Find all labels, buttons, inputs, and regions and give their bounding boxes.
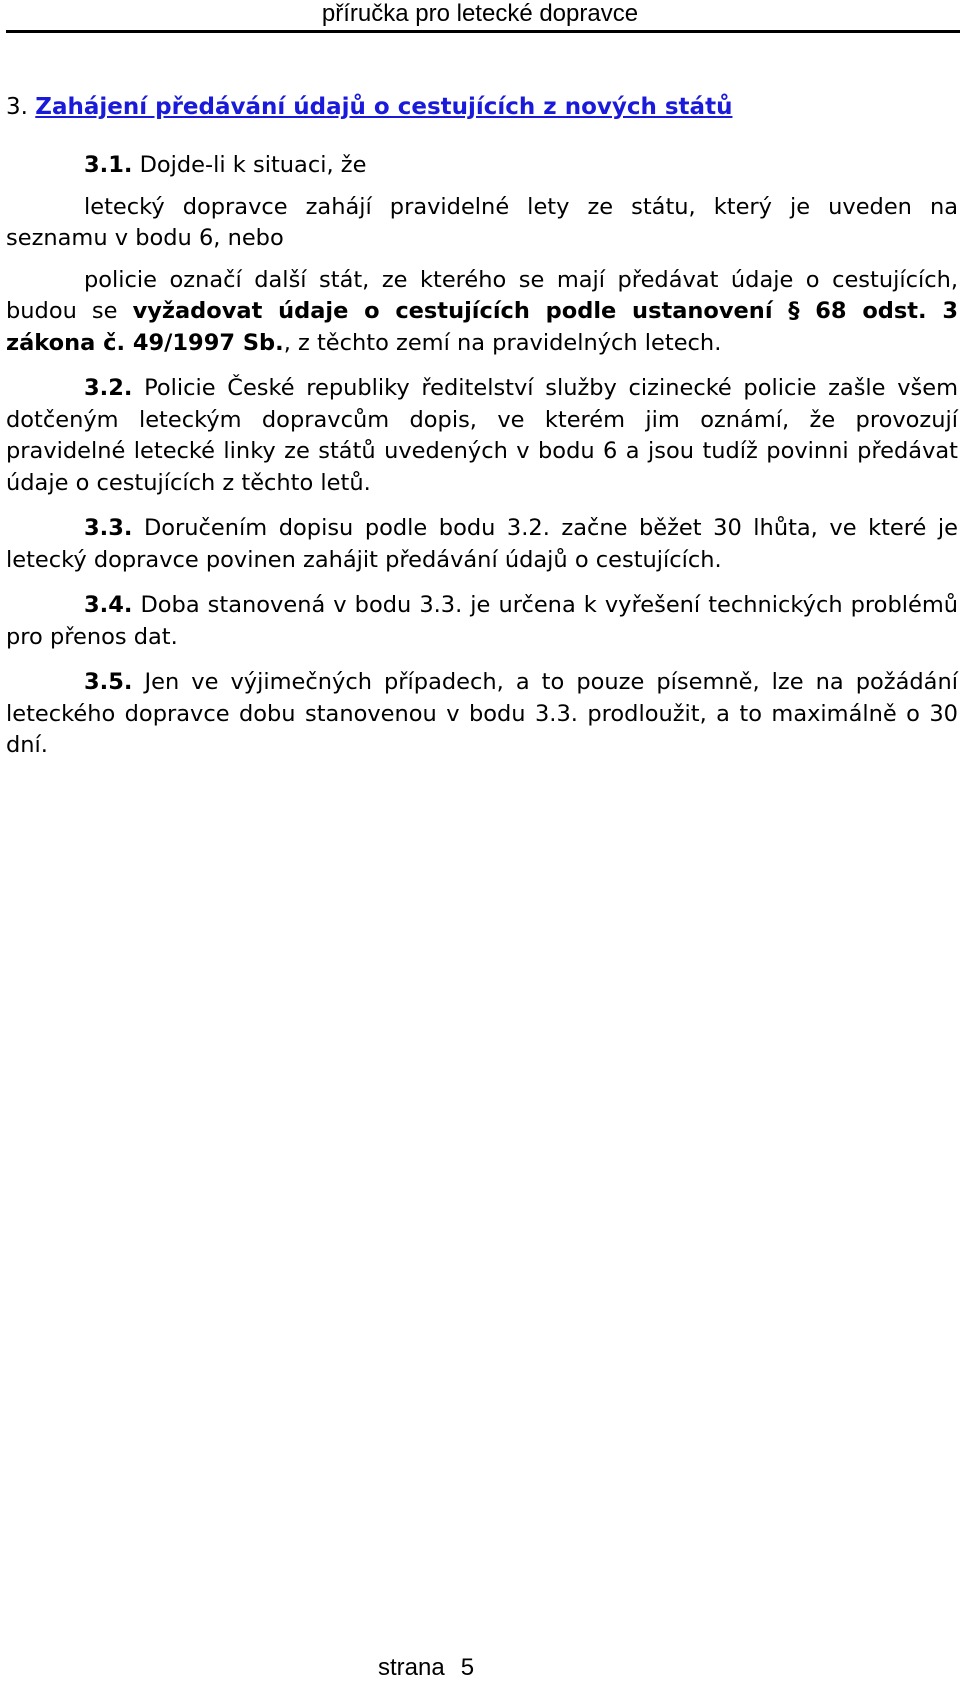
paragraph-3-5 xyxy=(6,667,958,762)
paragraph-text: Dojde-li k situaci, že xyxy=(139,152,367,178)
section-number: 3. xyxy=(6,94,28,120)
document-body xyxy=(6,150,958,762)
page-number: 5 xyxy=(460,1654,475,1681)
paragraph-number: 3.5. xyxy=(84,669,133,695)
header-title: příručka pro letecké dopravce xyxy=(321,0,639,27)
paragraph-text: Jen ve výjimečných případech, a to pouze písemně, lze na požádání leteckého dopravce dobu stanovenou v bodu 3.3. prodloužit, a to maximálně o 30 dní. xyxy=(6,669,958,758)
paragraph-3-1-intro xyxy=(6,150,958,182)
paragraph-text: letecký dopravce zahájí pravidelné lety ze státu, který je uveden na seznamu v bodu 6, nebo xyxy=(6,193,958,251)
paragraph-bold-text: vyžadovat údaje o cestujících podle ustanovení § 68 odst. 3 zákona č. 49/1997 Sb. xyxy=(6,298,958,356)
page-label: strana xyxy=(378,1654,445,1681)
paragraph-3-4 xyxy=(6,590,958,653)
paragraph-number: 3.4. xyxy=(84,592,133,618)
paragraph-text: Policie České republiky ředitelství služby cizinecké policie zašle všem dotčeným leteckým dopravcům dopis, ve kterém jim oznámí, že provozují pravidelné letecké linky ze států uvedených v bodu 6 a jsou tudíž povinni předávat údaje o cestujících z těchto letů. xyxy=(6,375,958,496)
section-heading xyxy=(6,92,732,122)
paragraph-number: 3.3. xyxy=(84,515,133,541)
paragraph-text: policie označí další stát, ze kterého se mají předávat údaje o cestujících, budou se xyxy=(6,266,958,324)
paragraph-text: Doručením dopisu podle bodu 3.2. začne běžet 30 lhůta, ve které je letecký dopravce povinen zahájit předávání údajů o cestujících. xyxy=(6,515,958,573)
header-divider xyxy=(6,30,960,33)
page-footer xyxy=(378,1655,474,1681)
paragraph-text: Doba stanovená v bodu 3.3. je určena k vyřešení technických problémů pro přenos dat. xyxy=(6,592,958,650)
paragraph-number: 3.1. xyxy=(84,152,133,178)
section-title-link[interactable]: Zahájení předávání údajů o cestujících z nových států xyxy=(35,94,733,120)
paragraph-3-1-case-a xyxy=(6,192,958,255)
paragraph-text: , z těchto zemí na pravidelných letech. xyxy=(283,329,722,356)
paragraph-3-3 xyxy=(6,513,958,576)
paragraph-number: 3.2. xyxy=(84,375,133,401)
paragraph-3-1-case-b xyxy=(6,265,958,360)
page-header xyxy=(0,0,960,28)
paragraph-3-2 xyxy=(6,373,958,499)
